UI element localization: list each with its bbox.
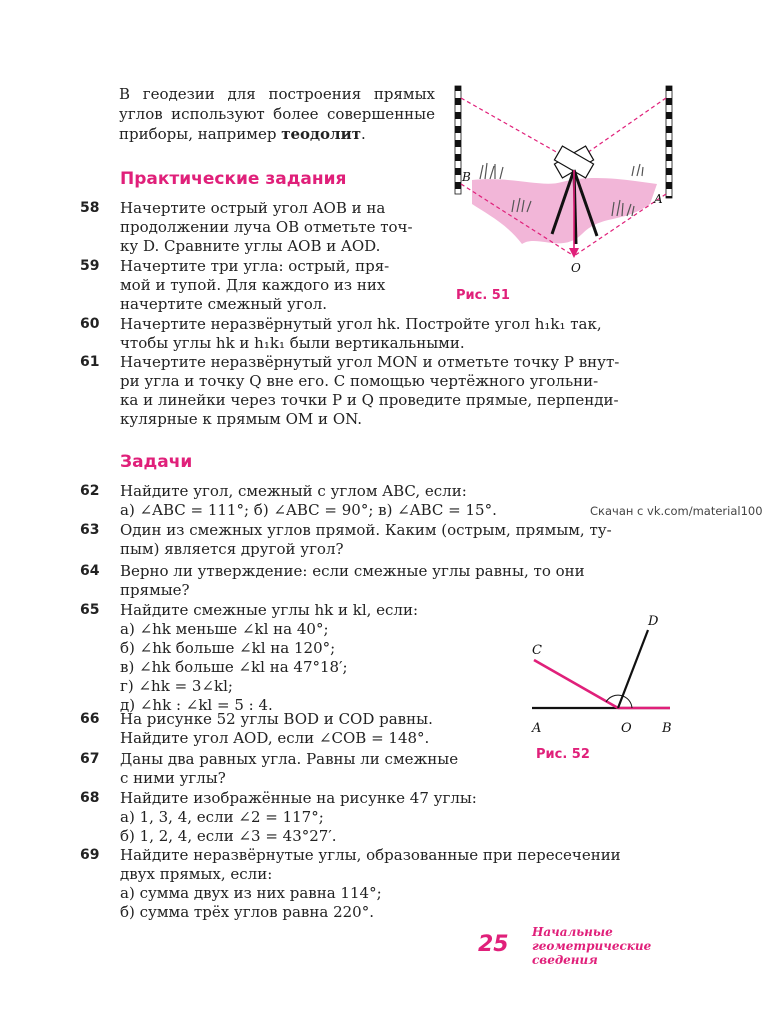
problems-section-title: Задачи [120,452,193,472]
fig52-label-a: A [532,721,542,736]
figure-52-caption: Рис. 52 [536,747,590,762]
figure-51-caption: Рис. 51 [456,288,510,303]
figure-52 [524,608,684,738]
fig51-label-o: O [571,261,581,275]
page-number: 25 [478,932,509,957]
fig52-label-o: O [621,721,632,736]
fig52-label-b: B [662,721,672,736]
intro-bold-term: теодолит [281,125,362,143]
fig51-label-a: A [654,192,663,206]
intro-text: В геодезии для построения прямых углов используют более совершенные приборы, например [119,85,435,143]
ray-oc [534,660,618,708]
figure-51 [452,84,684,284]
left-pole [455,86,461,194]
fig52-label-d: D [648,614,659,629]
practical-section-title: Практические задания [120,169,347,189]
watermark: Скачан с vk.com/material100 [590,504,763,518]
fig51-label-b: B [462,170,471,184]
right-pole [666,86,672,198]
fig52-label-c: C [532,643,542,658]
chapter-name: Начальные геометрические сведения [532,925,652,967]
textbook-page: В геодезии для построения прямых углов используют более совершенные приборы, например теодолит. B A O Рис. 51 Практические задания 58 Начертите острый угол AOB и на продолжении луча OB отметьте точ- ку D. Сравните углы AOB и AOD. 59 Начертите три угла: острый, пря- мой и тупой. Для каждого из них начертите смежный угол. 60 Начертите неразвёрнутый угол hk. Постройте угол h₁k₁ так, чтобы углы hk и h₁k₁ были вертикальными. 61 Начертите неразвёрнутый угол MON и отметьте точку P внут- ри угла и точку Q вне его. С помощью чертёжного угольни- ка и линейки через точки P и Q проведите прямые, перпенди- кулярные к прямым OM и ON. Задачи 62 Найдите угол, смежный с углом ABC, если: а) ∠ABC = 111°; б) ∠ABC = 90°; в) ∠ABC = 15°. Скачан с vk.com/material100 63 Один из смежных углов прямой. Каким (острым, прямым, ту- пым) является другой угол? 64 Верно ли утверждение: если смежные углы равны, то они прямые? 65 Найдите смежные углы hk и kl, если: а) ∠hk меньше ∠kl на 40°; б) ∠hk больше ∠kl на 120°; в) ∠hk больше ∠kl на 47°18′; г) ∠hk = 3∠kl; д) ∠hk : ∠kl = 5 : 4. 66 На рисунке 52 углы BOD и COD равны. Найдите угол AOD, если ∠COB = 148°. 67 Даны два равных угла. Равны ли смежные с ними углы? 68 Найдите изображённые на рисунке 47 углы: а) 1, 3, 4, если ∠2 = 117°; б) 1, 2, 4, если ∠3 = 43°27′. 69 Найдите неразвёрнутые углы, образованные при пересечении двух прямых, если: а) сумма двух из них равна 114°; б) сумма трёх углов равна 220°. C D A O B Рис. 52 25 Начальные геометрические сведения [80,85,763,967]
intro-paragraph: В геодезии для построения прямых углов используют более совершенные приборы, например теодолит. [119,85,435,143]
